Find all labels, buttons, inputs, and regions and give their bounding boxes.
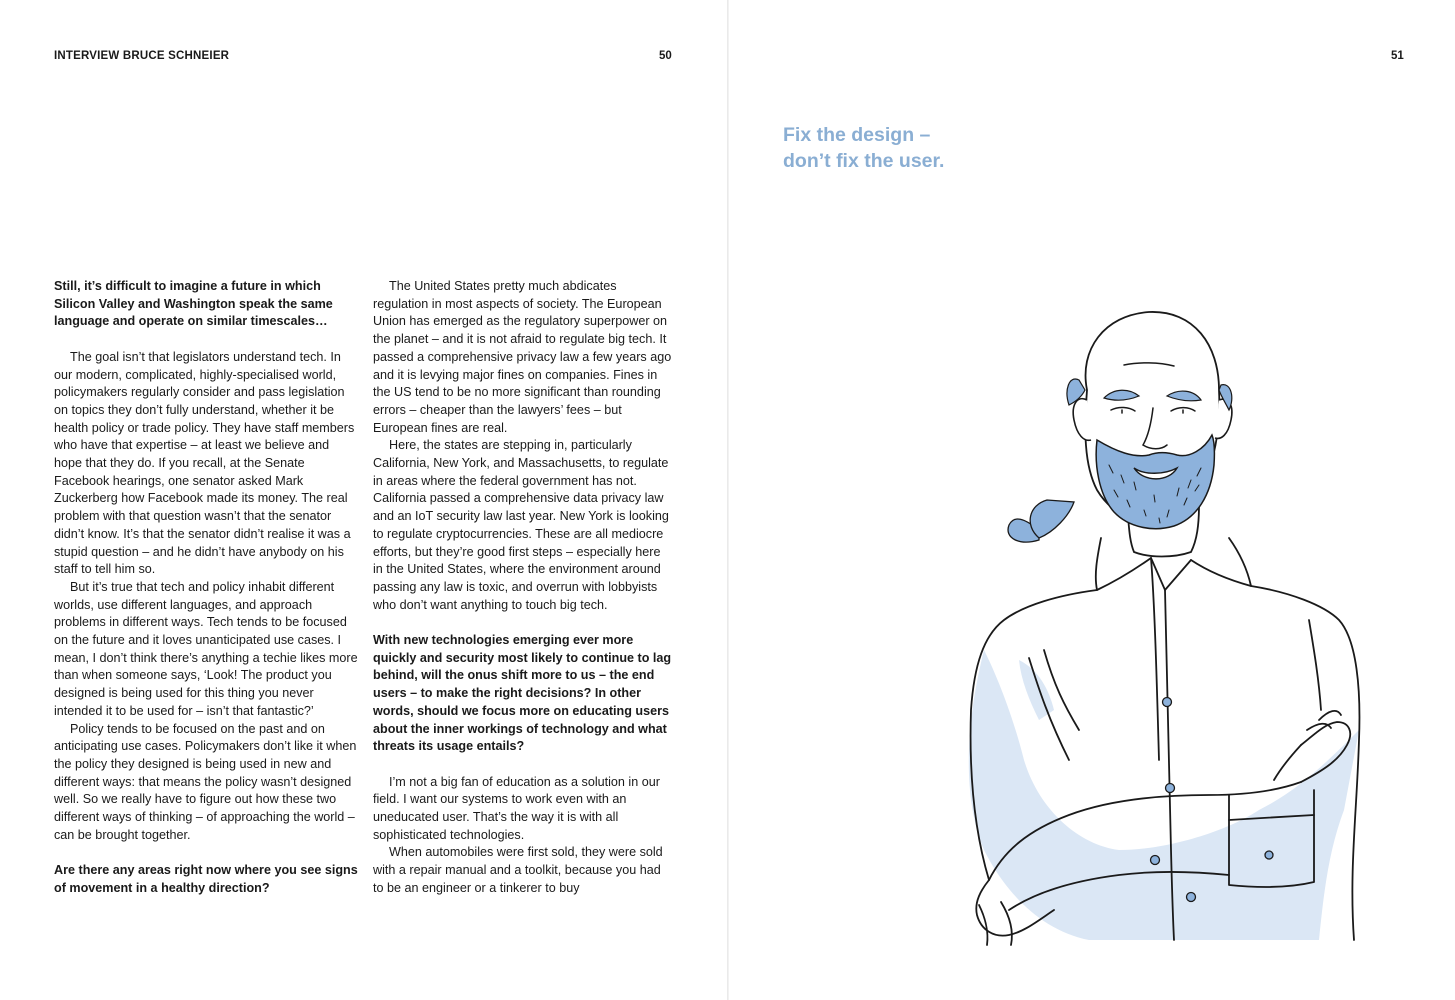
pull-quote-line: don’t fix the user. [783,150,945,172]
bearded-man-portrait-icon [929,290,1399,950]
pull-quote [783,122,944,174]
interview-answer-paragraph: When automobiles were first sold, they were sold with a repair manual and a toolkit, because you had to be an engineer or a tinkerer to buy [373,845,663,895]
interview-answer-paragraph: The United States pretty much abdicates regulation in most aspects of society. The European Union has emerged as the regulatory superpower on the planet – and it is not afraid to regulate big tech. It passed a comprehensive privacy law a few years ago and it is levying major fines on companies. Fines in the US tend to be no more significant than rounding errors – cheaper than the lawyers’ fees – but European fines are real. [373,279,672,435]
interview-answer-paragraph: I’m not a big fan of education as a solution in our field. I want our systems to work even with an uneducated user. That’s the way it is with all sophisticated technologies. [373,774,660,842]
interview-answer-paragraph: The goal isn’t that legislators understand tech. In our modern, complicated, highly-specialised world, policymakers regularly consider and pass legislation on topics they don’t fully understand, whether it be health policy or trade policy. They have staff members who have that expertise – at least we believe and hope that they do. If you recall, at the Senate Facebook hearings, one senator asked Mark Zuckerberg how Facebook made its money. The real problem with that question wasn’t that the senator didn’t know. It’s that the senator didn’t realise it was a stupid question – and he didn’t have anybody on his staff to tell him so. [54,349,355,577]
page-number-right: 51 [1391,50,1404,62]
interview-question: Are there any areas right now where you see signs of movement in a healthy direction? [54,863,358,895]
page-number-left: 50 [659,50,672,62]
right-page [729,0,1455,1000]
left-page [0,0,727,1000]
interview-answer-paragraph: But it’s true that tech and policy inhabit different worlds, use different languages, and approach problems in different ways. Tech tends to be focused on the future and it loves unanticipated use cases. I mean, I don’t think there’s anything a techie likes more than when someone says, ‘Look! The product you designed is being used for this thing you never intended it to be used for – isn’t that fantastic?’ [54,579,358,718]
interview-question: Still, it’s difficult to imagine a future in which Silicon Valley and Washington speak the same language and operate on similar timescales… [54,279,333,329]
text-column-1 [54,278,360,898]
interview-question: With new technologies emerging ever more quickly and security most likely to continue to lag behind, will the onus shift more to us – the end users – to make the right decisions? In other words, should we focus more on educating users about the inner workings of technology and what threats its usage entails? [373,633,672,754]
running-head: INTERVIEW BRUCE SCHNEIER [54,50,230,62]
interview-answer-paragraph: Here, the states are stepping in, particularly California, New York, and Massachusetts, to regulate in areas where the federal government has not. California passed a comprehensive data privacy law and an IoT security law last year. New York is looking to regulate cryptocurrencies. These are all mediocre efforts, but they’re good first steps – especially here in the United States, where the environment around passing any law is toxic, and overrun with lobbyists who don’t want anything to touch big tech. [373,438,669,612]
text-column-2 [373,278,673,898]
interview-answer-paragraph: Policy tends to be focused on the past and on anticipating use cases. Policymakers don’t like it when the policy they designed is being used in new and different ways: that means the policy wasn’t designed well. So we really have to figure out how these two different ways of thinking – of approaching the world – can be brought together. [54,721,357,842]
pull-quote-line: Fix the design – [783,124,931,146]
